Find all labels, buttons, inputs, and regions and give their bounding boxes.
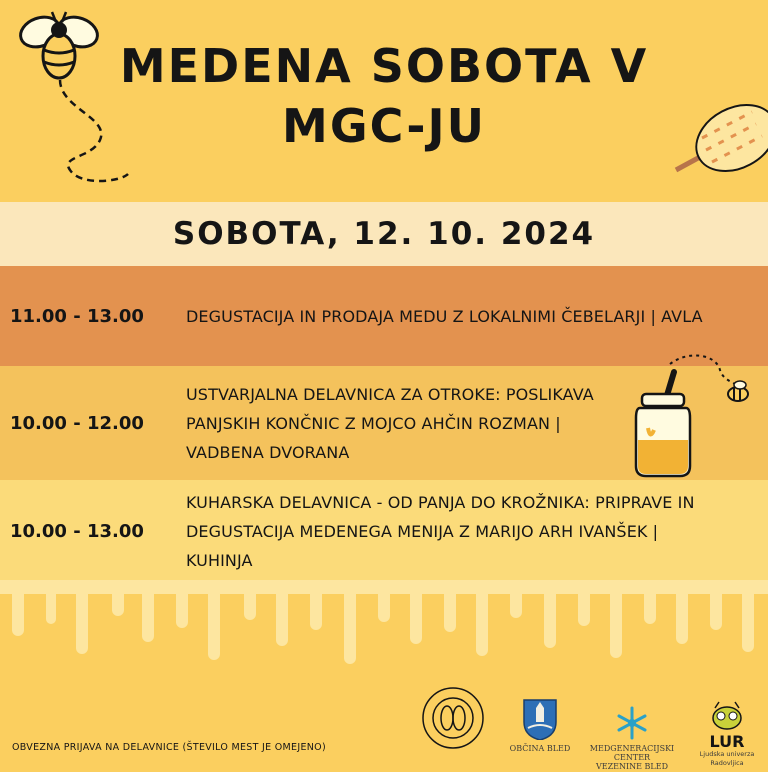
snowflake-icon bbox=[615, 706, 649, 740]
flight-path-icon bbox=[40, 78, 140, 198]
center-label-line-1: MEDGENERACIJSKI CENTER bbox=[589, 744, 675, 762]
lur-label: Ljudska univerza Radovljica bbox=[699, 750, 755, 767]
center-label-line-2: VEZENINE BLED bbox=[595, 762, 668, 771]
program-description: DEGUSTACIJA IN PRODAJA MEDU Z LOKALNIMI ČEBELARJI | AVLA bbox=[186, 306, 703, 326]
lur-mark: LUR bbox=[709, 732, 745, 751]
title-line-2: MGC-JU bbox=[282, 99, 486, 153]
medgeneracijski-center-logo bbox=[586, 706, 678, 771]
event-date: SOBOTA, 12. 10. 2024 bbox=[0, 202, 768, 266]
program-row-1 bbox=[0, 266, 768, 366]
program-time: 10.00 - 13.00 bbox=[10, 520, 144, 542]
title-line-1: MEDENA SOBOTA V bbox=[119, 39, 649, 93]
small-bee-icon bbox=[668, 350, 758, 408]
program-time: 10.00 - 12.00 bbox=[10, 412, 144, 434]
registration-note: OBVEZNA PRIJAVA NA DELAVNICE (ŠTEVILO MEST JE OMEJENO) bbox=[12, 742, 326, 753]
obcina-bled-logo bbox=[508, 698, 572, 753]
honey-dipper-icon bbox=[666, 80, 768, 190]
coat-of-arms-icon bbox=[522, 698, 558, 740]
owl-icon bbox=[707, 700, 747, 730]
beekeepers-logo bbox=[418, 686, 488, 754]
program-time: 11.00 - 13.00 bbox=[10, 305, 144, 327]
program-row-3 bbox=[0, 480, 768, 582]
lur-logo bbox=[688, 700, 766, 768]
beekeepers-seal-icon bbox=[421, 686, 485, 750]
program-description: KUHARSKA DELAVNICA - OD PANJA DO KROŽNIKA: PRIPRAVE IN DEGUSTACIJA MEDENEGA MENIJA Z MARIJO ARH IVANŠEK | KUHINJA bbox=[186, 492, 695, 570]
program-description: USTVARJALNA DELAVNICA ZA OTROKE: POSLIKAVA PANJSKIH KONČNIC Z MOJCO AHČIN ROZMAN | VADBENA DVORANA bbox=[186, 384, 594, 462]
obcina-bled-label: OBČINA BLED bbox=[509, 744, 571, 753]
